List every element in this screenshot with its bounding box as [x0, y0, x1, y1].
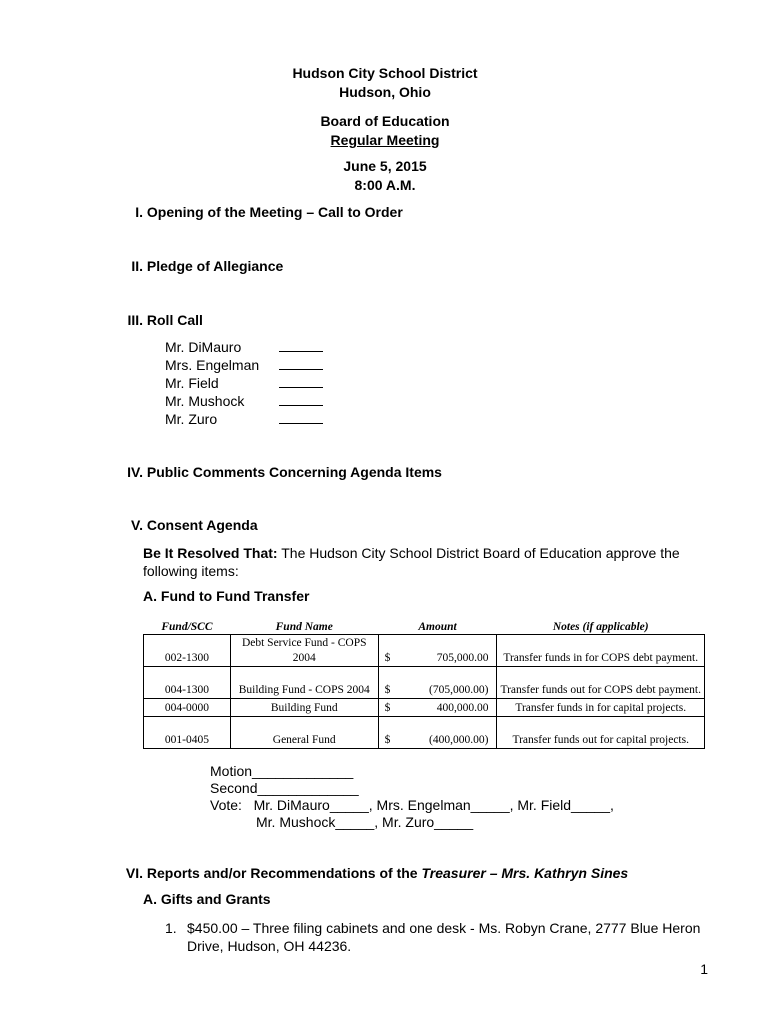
section-3-title: Roll Call [146, 312, 203, 328]
cell-name: Building Fund [230, 699, 378, 717]
section-1-num: I. [135, 204, 143, 220]
section-2-num: II. [131, 258, 143, 274]
section-6-title-italic: Treasurer – Mrs. Kathryn Sines [421, 865, 629, 881]
cell-name: General Fund [230, 717, 378, 749]
roll-call-blank [279, 356, 323, 370]
section-5-title: Consent Agenda [146, 517, 258, 533]
table-header-row [144, 620, 705, 635]
meeting-time: 8:00 A.M. [354, 177, 416, 193]
gift-item-num: 1. [165, 920, 177, 936]
table-row [144, 717, 705, 749]
resolution-paragraph [143, 544, 718, 580]
resolved-label: Be It Resolved That: [143, 545, 278, 561]
meeting-type [0, 131, 770, 150]
roll-call-blank [279, 410, 323, 424]
roll-call-name: Mr. Zuro [165, 411, 218, 427]
fund-transfer-table [143, 620, 705, 749]
fund-transfer-heading: A. Fund to Fund Transfer [143, 588, 310, 604]
section-1 [117, 204, 403, 220]
gift-item [165, 919, 705, 955]
cell-amount: 705,000.00 [400, 635, 497, 667]
section-5-num: V. [131, 517, 143, 533]
cell-notes: Transfer funds out for capital projects. [497, 717, 705, 749]
cell-fund: 004-1300 [144, 667, 231, 699]
cell-dollar: $ [378, 667, 400, 699]
section-6-title-prefix: Reports and/or Recommendations of the [146, 865, 422, 881]
roll-call-list [165, 338, 323, 428]
cell-amount: 400,000.00 [400, 699, 497, 717]
col-notes-header: Notes (if applicable) [552, 621, 649, 633]
roll-call-row [165, 374, 323, 392]
section-4 [117, 464, 442, 480]
cell-name: Building Fund - COPS 2004 [230, 667, 378, 699]
col-name-header: Fund Name [275, 621, 333, 633]
section-4-num: IV. [127, 464, 143, 480]
cell-notes: Transfer funds out for COPS debt payment. [497, 667, 705, 699]
section-1-title: Opening of the Meeting – Call to Order [146, 204, 403, 220]
gift-item-text: $450.00 – Three filing cabinets and one desk - Ms. Robyn Crane, 2777 Blue Heron Drive, Hudson, OH 44236. [187, 920, 701, 954]
section-3-num: III. [127, 312, 143, 328]
district-city: Hudson, Ohio [339, 84, 431, 100]
cell-dollar: $ [378, 699, 400, 717]
roll-call-blank [279, 392, 323, 406]
cell-fund: 004-0000 [144, 699, 231, 717]
table-row [144, 699, 705, 717]
section-5 [117, 517, 258, 533]
roll-call-row [165, 338, 323, 356]
resolved-text: The Hudson City School District Board of Education approve the following items: [143, 545, 680, 579]
gifts-heading: A. Gifts and Grants [143, 891, 271, 907]
roll-call-name: Mr. Mushock [165, 393, 245, 409]
table-row [144, 635, 705, 667]
cell-amount: (400,000.00) [400, 717, 497, 749]
district-name: Hudson City School District [292, 65, 478, 81]
col-amount-header: Amount [418, 621, 457, 633]
cell-notes: Transfer funds in for capital projects. [497, 699, 705, 717]
board-name: Board of Education [320, 113, 450, 129]
cell-fund: 002-1300 [144, 635, 231, 667]
roll-call-blank [279, 338, 323, 352]
section-4-title: Public Comments Concerning Agenda Items [146, 464, 442, 480]
roll-call-row [165, 392, 323, 410]
cell-fund: 001-0405 [144, 717, 231, 749]
section-6 [117, 865, 628, 881]
cell-name: Debt Service Fund - COPS 2004 [230, 635, 378, 667]
cell-dollar: $ [378, 635, 400, 667]
roll-call-row [165, 410, 323, 428]
vote-line-2: Mr. Mushock_____, Mr. Zuro_____ [256, 814, 474, 830]
table-row [144, 667, 705, 699]
roll-call-name: Mrs. Engelman [165, 357, 260, 373]
section-2-title: Pledge of Allegiance [146, 258, 284, 274]
second-line: Second_____________ [210, 780, 359, 796]
roll-call-name: Mr. DiMauro [165, 339, 242, 355]
motion-line: Motion_____________ [210, 763, 354, 779]
roll-call-row [165, 356, 323, 374]
vote-line-1: Vote: Mr. DiMauro_____, Mrs. Engelman_____, Mr. Field_____, [210, 797, 614, 813]
section-3 [117, 312, 203, 328]
roll-call-name: Mr. Field [165, 375, 219, 391]
section-2 [117, 258, 283, 274]
motion-block [210, 763, 614, 831]
roll-call-blank [279, 374, 323, 388]
cell-dollar: $ [378, 717, 400, 749]
cell-amount: (705,000.00) [400, 667, 497, 699]
meeting-type-text: Regular Meeting [330, 132, 440, 148]
section-6-num: VI. [125, 865, 143, 881]
page-number: 1 [700, 961, 708, 977]
meeting-date: June 5, 2015 [343, 158, 427, 174]
cell-notes: Transfer funds in for COPS debt payment. [497, 635, 705, 667]
col-fund-header: Fund/SCC [161, 621, 213, 633]
